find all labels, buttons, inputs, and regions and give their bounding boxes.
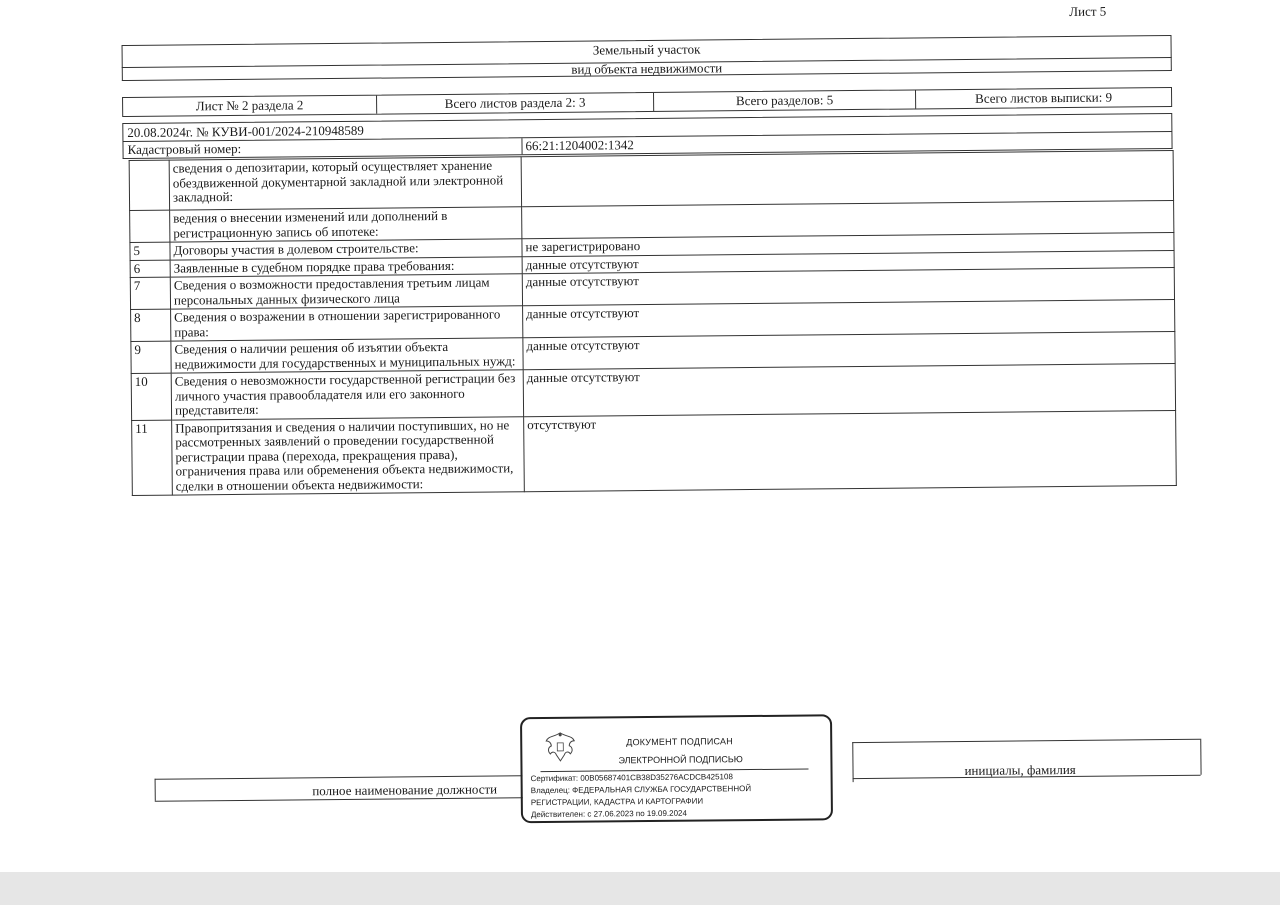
- row-value: данные отсутствуют: [522, 250, 1174, 274]
- sections-total: Всего разделов: 5: [654, 90, 916, 111]
- row-label: Сведения о возражении в отношении зарегистрированного права:: [171, 306, 523, 341]
- stamp-validity: Действителен: с 27.06.2023 по 19.09.2024: [530, 808, 687, 820]
- stamp-owner-2: РЕГИСТРАЦИИ, КАДАСТРА И КАРТОГРАФИИ: [530, 796, 704, 808]
- scan-bottom-margin: [0, 872, 1280, 905]
- row-value: данные отсутствуют: [523, 363, 1175, 416]
- row-number: 7: [130, 277, 170, 309]
- row-label: Заявленные в судебном порядке права требования:: [170, 256, 522, 277]
- row-number: 11: [132, 420, 173, 496]
- row-value: данные отсутствуют: [522, 267, 1174, 305]
- request-number: 20.08.2024г. № КУВИ-001/2024-210948589: [122, 113, 1172, 142]
- extract-sheets-total: Всего листов выписки: 9: [975, 89, 1113, 106]
- stamp-certificate: Сертификат: 00B05687401CB38D35276ACDCB425108: [530, 772, 733, 784]
- sheet-meta-row: [122, 87, 1172, 117]
- row-label: Сведения о невозможности государственной регистрации без личного участия правообладателя или его законного представителя:: [171, 370, 523, 420]
- stamp-owner-1: Владелец: ФЕДЕРАЛЬНАЯ СЛУЖБА ГОСУДАРСТВЕННОЙ: [530, 784, 752, 796]
- electronic-signature-stamp: [520, 714, 833, 823]
- row-number: [129, 160, 169, 210]
- name-label: инициалы, фамилия: [964, 761, 1076, 779]
- stamp-title-1: ДОКУМЕНТ ПОДПИСАН: [626, 736, 733, 748]
- sheet-number: Лист 5: [1069, 3, 1107, 19]
- stamp-title-2: ЭЛЕКТРОННОЙ ПОДПИСЬЮ: [618, 754, 743, 766]
- row-label: Сведения о возможности предоставления третьим лицам персональных данных физического лица: [170, 274, 522, 309]
- sheet-of-section: Лист № 2 раздела 2: [123, 96, 377, 116]
- position-left-border: [155, 779, 156, 801]
- row-number: 10: [131, 373, 171, 420]
- name-rule-top: [852, 739, 1200, 743]
- row-label: сведения о депозитарии, который осуществляет хранение обездвиженной документарной закладной или электронной закладной:: [169, 157, 521, 210]
- section-sheets-total: Всего листов раздела 2: 3: [377, 93, 654, 114]
- row-value: данные отсутствуют: [523, 299, 1175, 337]
- object-title: Земельный участок: [592, 41, 701, 58]
- name-right-border: [1200, 739, 1201, 775]
- row-value: [521, 150, 1173, 206]
- name-left-border: [852, 742, 853, 782]
- row-value: отсутствуют: [524, 410, 1177, 492]
- row-number: 6: [130, 260, 170, 278]
- position-label: полное наименование должности: [312, 781, 498, 799]
- coat-of-arms-icon: [542, 729, 578, 765]
- row-number: 5: [130, 242, 170, 260]
- cadastral-value: 66:21:1204002:1342: [521, 137, 633, 154]
- cadastral-label: Кадастровый номер:: [127, 140, 242, 158]
- row-label: ведения о внесении изменений или дополнений в регистрационную запись об ипотеке:: [170, 207, 522, 242]
- position-rule: [155, 775, 523, 780]
- row-label: Правопритязания и сведения о наличии поступивших, но не рассмотренных заявлений о проведении государственной регистрации права (перехода, прекращения права), ограничения права или обременения объекта недвижимости, сделки в отношении объекта недвижимости:: [172, 416, 525, 495]
- row-label: Договоры участия в долевом строительстве:: [170, 239, 522, 260]
- object-kind-caption: вид объекта недвижимости: [571, 60, 723, 77]
- table-row: [132, 410, 1177, 496]
- row-value: не зарегистрировано: [522, 232, 1174, 256]
- row-number: 9: [131, 341, 171, 373]
- row-label: Сведения о наличии решения об изъятии объекта недвижимости для государственных и муниципальных нужд:: [171, 338, 523, 373]
- row-value: данные отсутствуют: [523, 331, 1175, 369]
- row-number: 8: [131, 309, 171, 341]
- row-number: [130, 210, 170, 242]
- encumbrance-table: [129, 150, 1177, 496]
